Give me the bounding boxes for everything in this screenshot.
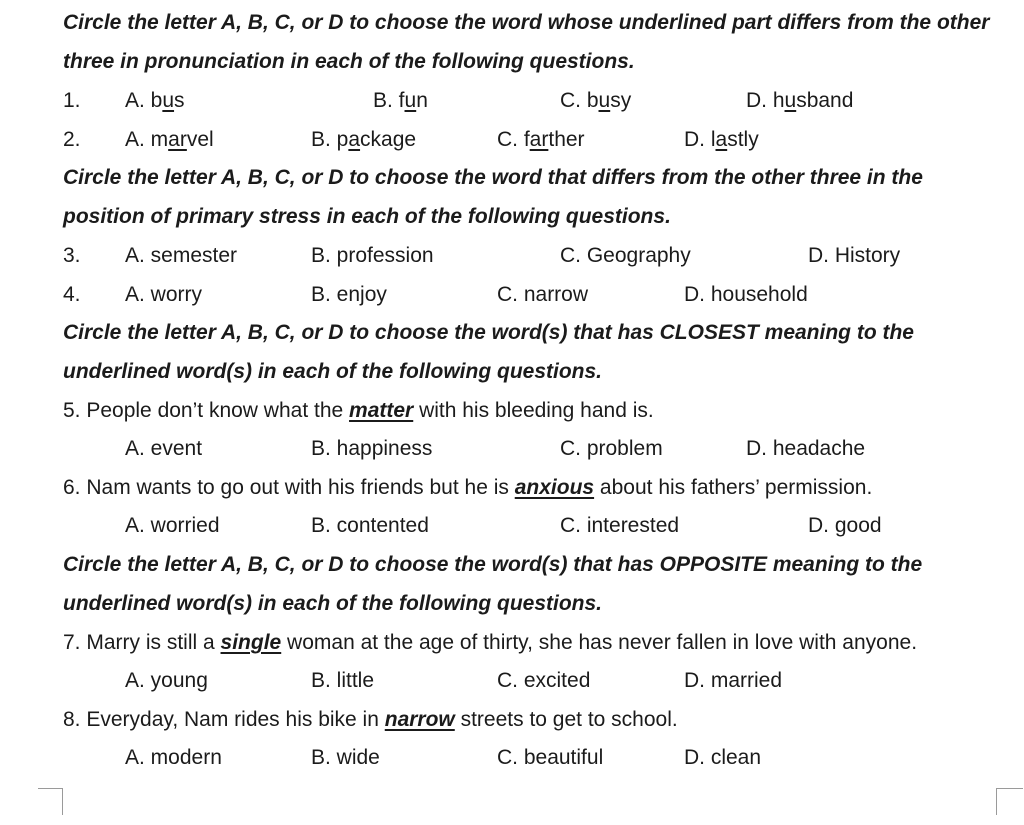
- question-5-stem: 5. People don’t know what the matter with his bleeding hand is.: [63, 399, 654, 422]
- question-8-option-d[interactable]: D. clean: [684, 746, 762, 769]
- question-3-option-a[interactable]: A. semester: [125, 244, 238, 267]
- question-4-option-c[interactable]: C. narrow: [497, 283, 589, 306]
- question-6-option-d[interactable]: D. good: [808, 514, 882, 537]
- question-1-option-a[interactable]: A. bus: [125, 89, 185, 112]
- section2-instruction-line2: position of primary stress in each of the following questions.: [63, 205, 671, 228]
- question-6-option-c[interactable]: C. interested: [560, 514, 680, 537]
- question-7-stem: 7. Marry is still a single woman at the age of thirty, she has never fallen in love with anyone.: [63, 631, 918, 654]
- question-6-option-b[interactable]: B. contented: [311, 514, 429, 537]
- question-1-option-c[interactable]: C. busy: [560, 89, 632, 112]
- page-margin-corner-left: [38, 788, 63, 815]
- question-4-option-b[interactable]: B. enjoy: [311, 283, 387, 306]
- question-6-stem: 6. Nam wants to go out with his friends but he is anxious about his fathers’ permission.: [63, 476, 873, 499]
- question-5-option-d[interactable]: D. headache: [746, 437, 866, 460]
- question-4-number: 4.: [63, 283, 81, 306]
- section4-instruction-line2: underlined word(s) in each of the following questions.: [63, 592, 603, 615]
- question-1-option-b[interactable]: B. fun: [373, 89, 428, 112]
- question-1-option-d[interactable]: D. husband: [746, 89, 854, 112]
- question-1-number: 1.: [63, 89, 81, 112]
- question-2-option-a[interactable]: A. marvel: [125, 128, 214, 151]
- question-8-keyword: narrow: [384, 708, 455, 731]
- section1-instruction-line1: Circle the letter A, B, C, or D to choose the word whose underlined part differs from the other: [63, 11, 990, 34]
- question-2-number: 2.: [63, 128, 81, 151]
- section1-instruction-line2: three in pronunciation in each of the following questions.: [63, 50, 635, 73]
- question-7-keyword: single: [220, 631, 282, 654]
- question-8-stem: 8. Everyday, Nam rides his bike in narrow streets to get to school.: [63, 708, 678, 731]
- question-3-option-d[interactable]: D. History: [808, 244, 901, 267]
- question-2-option-b[interactable]: B. package: [311, 128, 417, 151]
- question-8-option-c[interactable]: C. beautiful: [497, 746, 604, 769]
- section4-instruction-line1: Circle the letter A, B, C, or D to choose the word(s) that has OPPOSITE meaning to the: [63, 553, 923, 576]
- question-7-option-d[interactable]: D. married: [684, 669, 783, 692]
- section3-instruction-line1: Circle the letter A, B, C, or D to choose the word(s) that has CLOSEST meaning to the: [63, 321, 914, 344]
- section3-instruction-line2: underlined word(s) in each of the following questions.: [63, 360, 603, 383]
- question-8-option-b[interactable]: B. wide: [311, 746, 380, 769]
- question-5-keyword: matter: [349, 399, 414, 422]
- question-5-option-a[interactable]: A. event: [125, 437, 203, 460]
- question-6-option-a[interactable]: A. worried: [125, 514, 220, 537]
- question-7-option-b[interactable]: B. little: [311, 669, 375, 692]
- question-6-keyword: anxious: [514, 476, 595, 499]
- question-2-option-d[interactable]: D. lastly: [684, 128, 759, 151]
- question-3-option-c[interactable]: C. Geography: [560, 244, 691, 267]
- question-7-option-a[interactable]: A. young: [125, 669, 208, 692]
- section2-instruction-line1: Circle the letter A, B, C, or D to choose the word that differs from the other three in the: [63, 166, 923, 189]
- question-4-option-a[interactable]: A. worry: [125, 283, 203, 306]
- question-5-option-b[interactable]: B. happiness: [311, 437, 433, 460]
- question-2-option-c[interactable]: C. farther: [497, 128, 585, 151]
- question-3-number: 3.: [63, 244, 81, 267]
- question-5-option-c[interactable]: C. problem: [560, 437, 663, 460]
- question-7-option-c[interactable]: C. excited: [497, 669, 591, 692]
- question-4-option-d[interactable]: D. household: [684, 283, 808, 306]
- question-8-option-a[interactable]: A. modern: [125, 746, 222, 769]
- question-3-option-b[interactable]: B. profession: [311, 244, 434, 267]
- page-margin-corner-right: [996, 788, 1023, 815]
